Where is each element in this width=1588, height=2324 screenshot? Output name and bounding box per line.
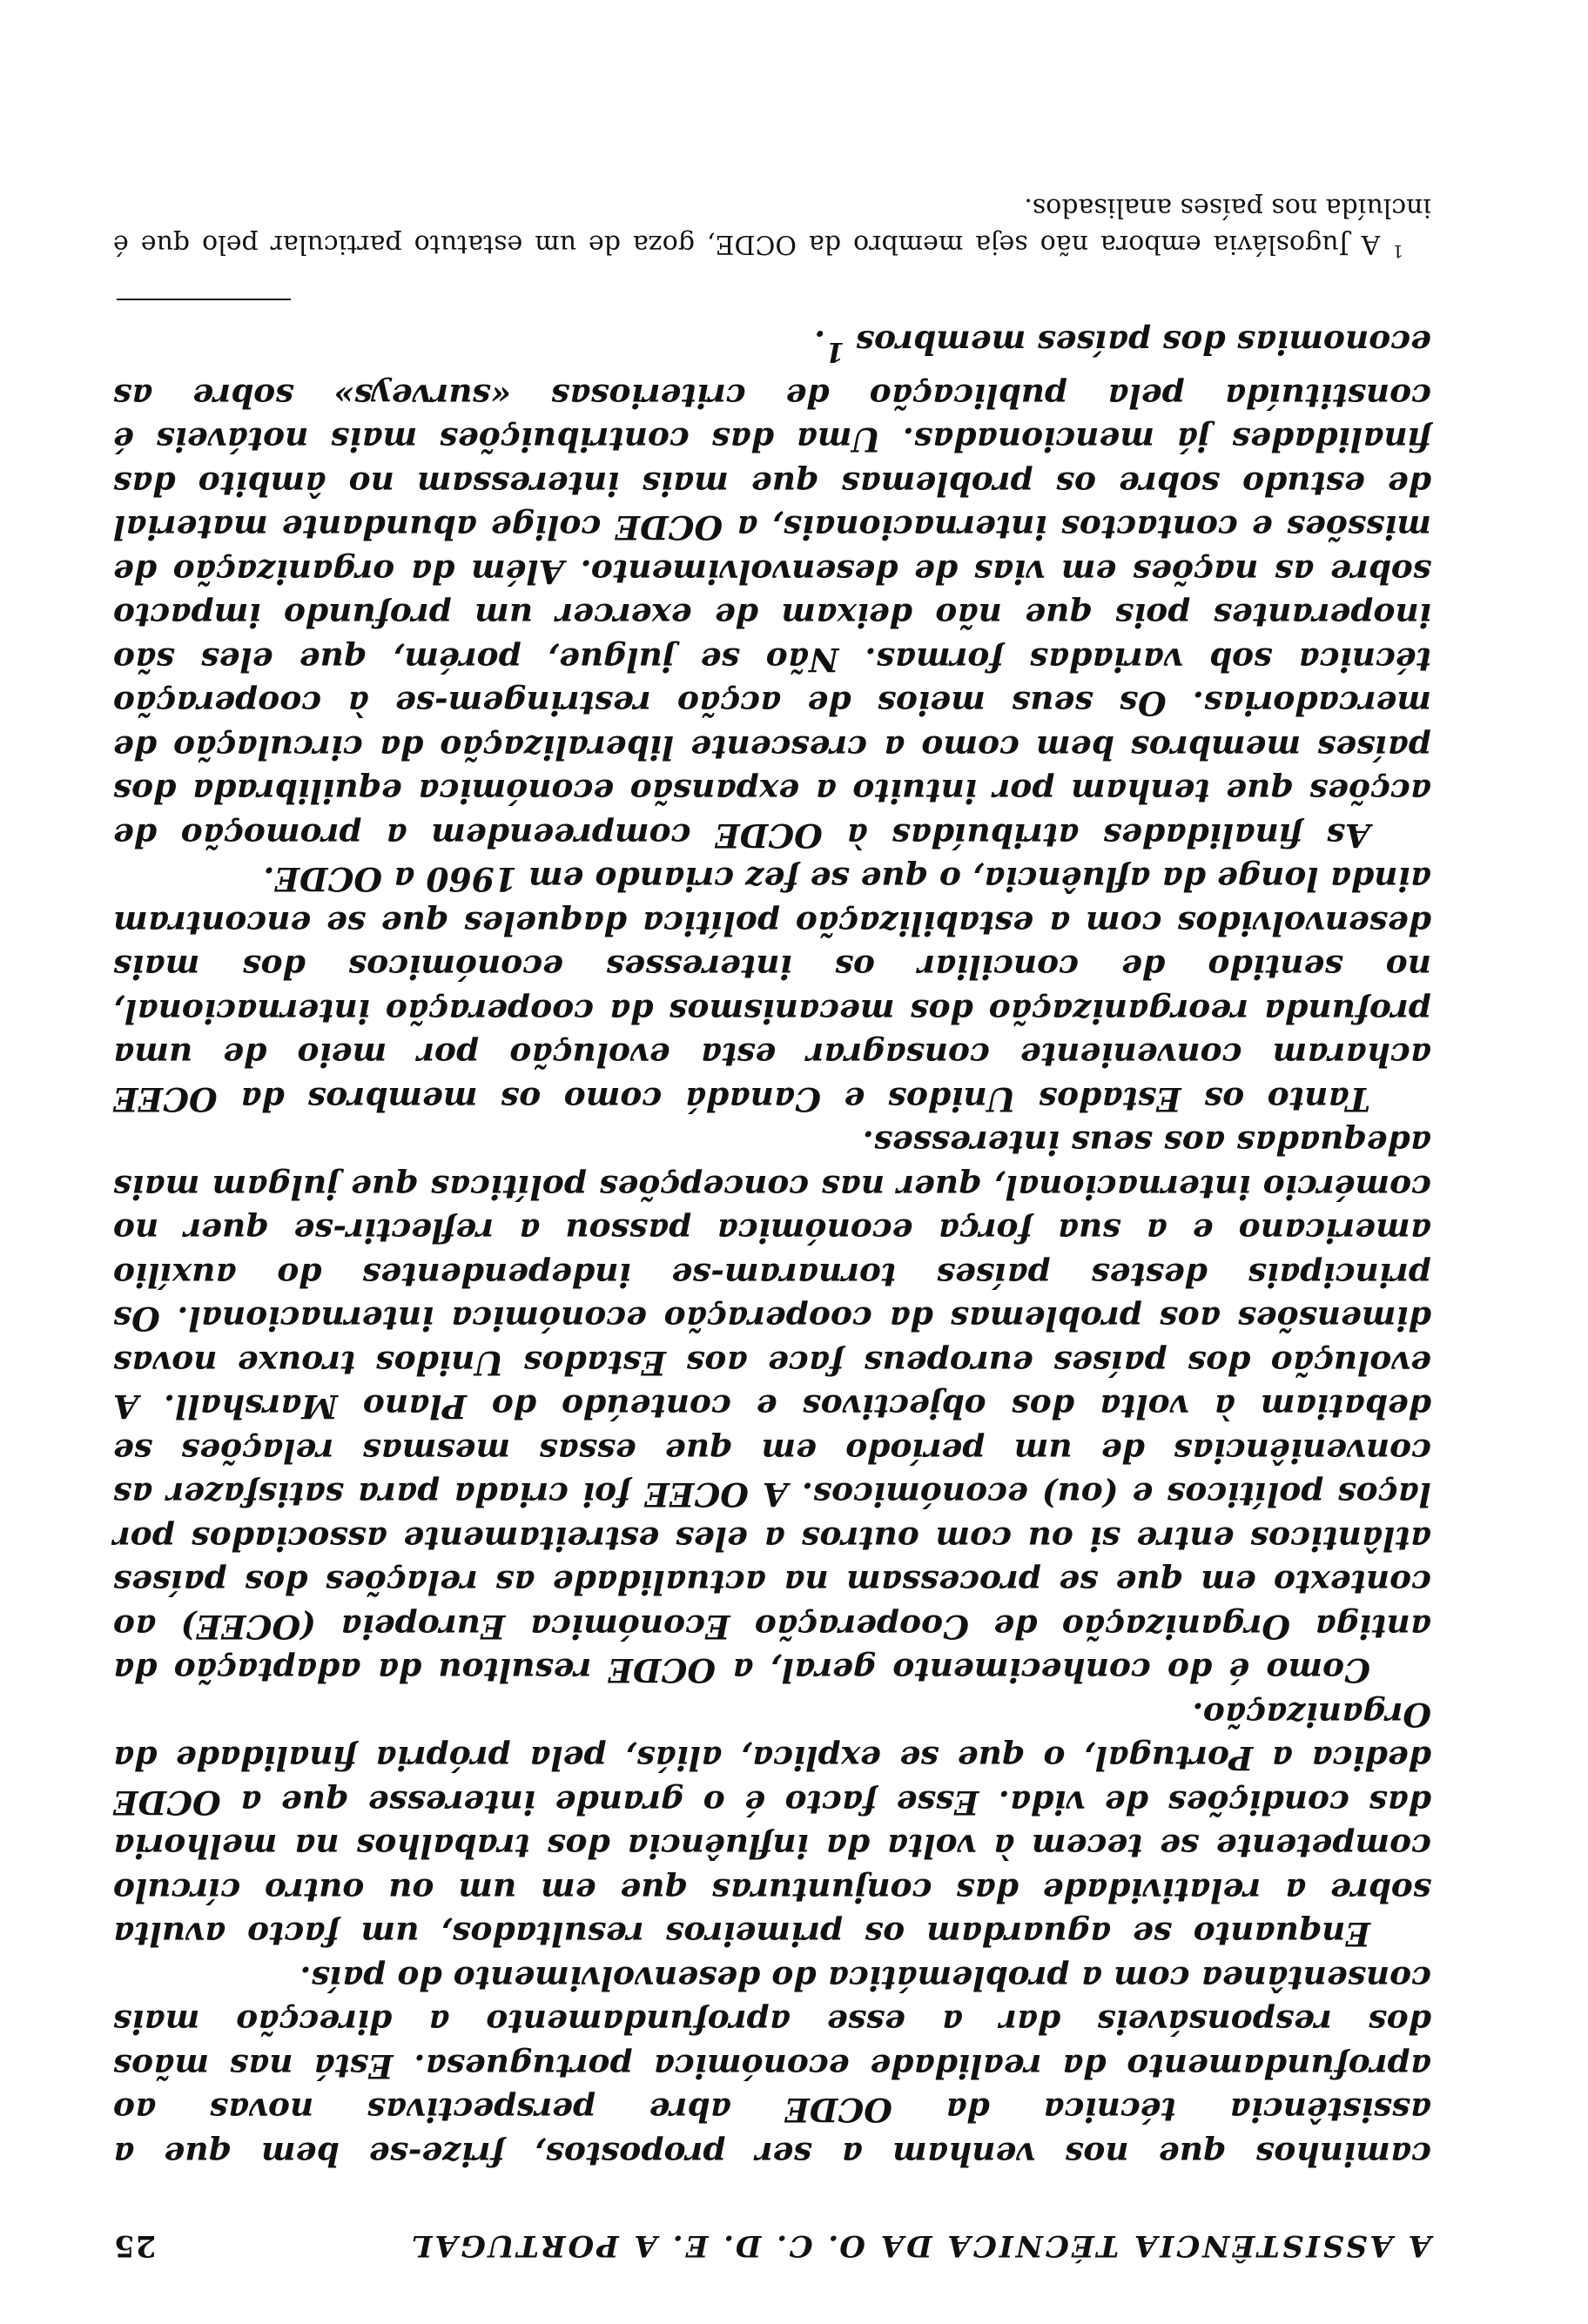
paragraph-3: Como é do conhecimento geral, a OCDE resultou da adaptação da antiga Organização de Cooperação Económica Europeia (OCEE) ao contexto em que se processam na actualidade as relações dos países atlânticos entre si ou com outros a eles estreitamente associados por laços políticos e (ou) económicos. A OCEE foi criada para satisfazer as conveniências de um período em que essas mesmas relações se debatiam à volta dos objectivos e conteúdo do Plano Marshall. A evolução dos países europeus face aos Estados Unidos trouxe novas dimensões aos problemas da cooperação económica internacional. Os principais destes países tornaram-se independentes do auxílio americano e a sua força económica passou a reflectir-se quer no comércio internacional, quer nas concepções políticas que julgam mais adequadas aos seus interesses. <box>113 1124 1431 1690</box>
paragraph-2: Enquanto se aguardam os primeiros resultados, um facto avulta sobre a relatividade das conjunturas que em um ou outro círculo competente se tecem à volta da influência dos trabalhos na melhoria das condições de vida. Esse facto é o grande interesse que a OCDE dedica a Portugal, o que se explica, aliás, pela própria finalidade da Organização. <box>113 1696 1431 1954</box>
footnote <box>113 189 1431 270</box>
running-title: A ASSISTÊNCIA TÉCNICA DA O. C. D. E. A PORTUGAL <box>408 2228 1431 2263</box>
running-header <box>113 2228 1431 2263</box>
footnote-reference: 1 <box>825 336 844 368</box>
page-number: 25 <box>113 2228 157 2263</box>
footnote-marker: 1 <box>1392 241 1403 262</box>
paragraph-4: Tanto os Estados Unidos e Canadá como os membros da OCEE acharam conveniente consagrar esta evolução por meio de uma profunda reorganização dos mecanismos da cooperação internacional, no sentido de conciliar os interesses económicos dos mais desenvolvidos com a estabilização política daqueles que se encontram ainda longe da afluência, o que se fez criando em 1960 a OCDE. <box>113 860 1431 1118</box>
paragraph-5-text: As finalidades atribuídas à OCDE compreendem a promoção de acções que tenham por intuito a expansão económica equilibrada dos países membros bem como a crescente liberalização da circulação de mercadorias. Os seus meios de acção restringem-se à cooperação técnica sob variadas formas. Não se julgue, porém, que eles são inoperantes pois que não deixam de exercer um profundo impacto sobre as nações em vias de desenvolvimento. Além da organização de missões e contactos internacionais, a OCDE colige abundante material de estudo sobre os problemas que mais interessam no âmbito das finalidades já mencionadas. Uma das contribuições mais notáveis é constituída pela publicação de criteriosas «surveys» sobre as economias dos países membros <box>113 324 1431 855</box>
paragraph-5: As finalidades atribuídas à OCDE compreendem a promoção de acções que tenham por intuito a expansão económica equilibrada dos países membros bem como a crescente liberalização da circulação de mercadorias. Os seus meios de acção restringem-se à cooperação técnica sob variadas formas. Não se julgue, porém, que eles são inoperantes pois que não deixam de exercer um profundo impacto sobre as nações em vias de desenvolvimento. Além da organização de missões e contactos internacionais, a OCDE colige abundante material de estudo sobre os problemas que mais interessam no âmbito das finalidades já mencionadas. Uma das contribuições mais notáveis é constituída pela publicação de criteriosas «surveys» sobre as economias dos países membros $^1$. <box>113 324 1431 855</box>
footnote-divider <box>117 299 291 300</box>
paragraph-1: caminhos que nos venham a ser propostos, frize-se bem que a assistência técnica da OCDE abre perspectivas novas ao aprofundamento da realidade económica portuguesa. Está nas mãos dos responsáveis dar a esse aprofundamento a direcção mais consentânea com a problemática do desenvolvimento do país. <box>113 1959 1431 2173</box>
body-text <box>113 321 1431 2177</box>
footnote-text: A Jugoslávia embora não seja membro da OCDE, goza de um estatuto particular pelo que é incluída nos países analisados. <box>113 192 1431 259</box>
